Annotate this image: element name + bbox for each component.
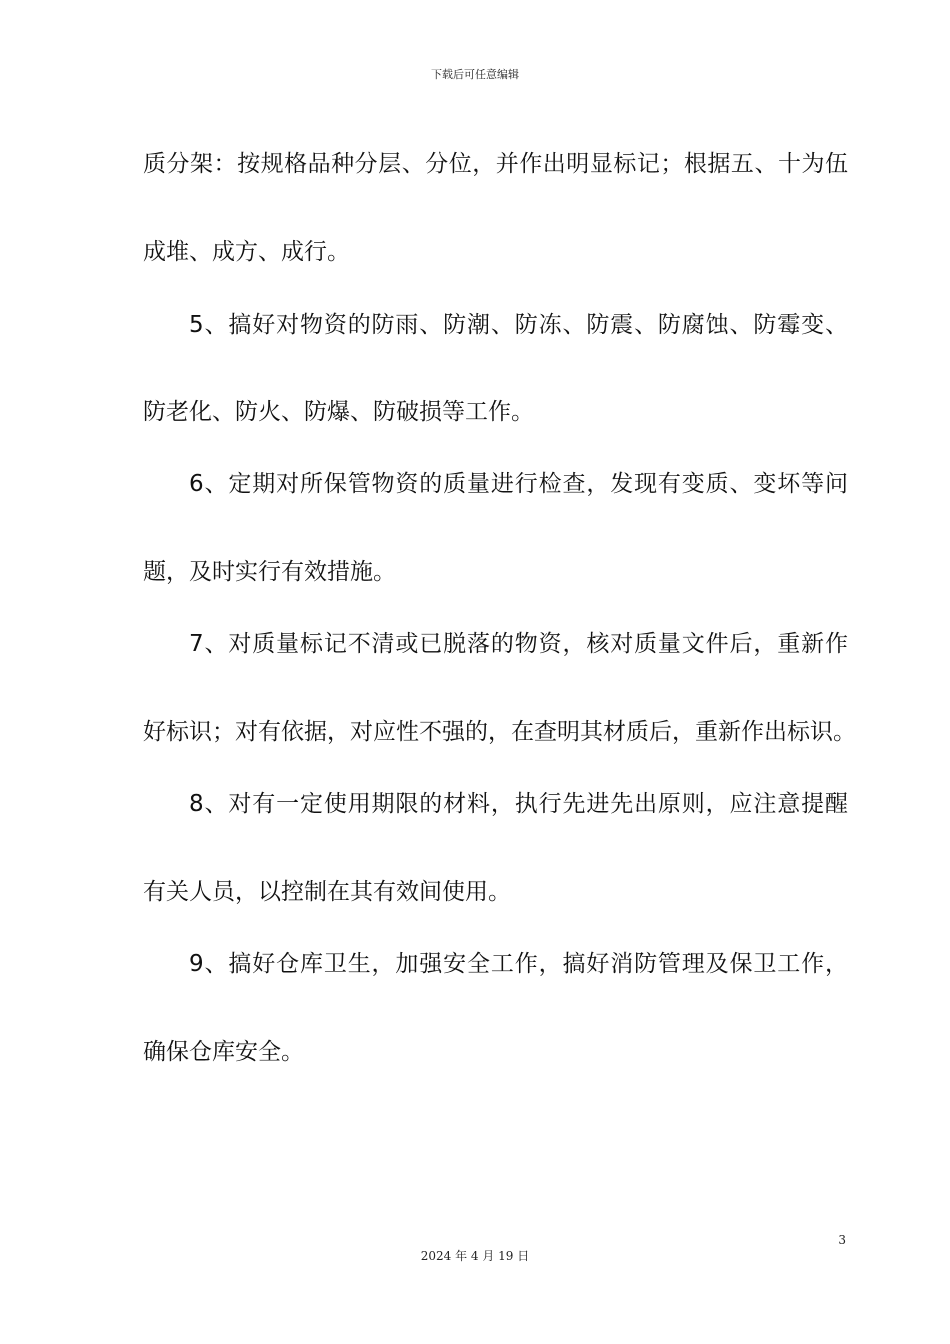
- page-number: 3: [838, 1233, 846, 1247]
- body-line: 质分架：按规格品种分层、分位，并作出明显标记；根据五、十为伍: [143, 151, 848, 177]
- footer-date: 2024 年 4 月 19 日: [420, 1249, 530, 1263]
- body-line: 9、搞好仓库卫生，加强安全工作，搞好消防管理及保卫工作，: [189, 951, 848, 977]
- body-line: 防老化、防火、防爆、防破损等工作。: [143, 399, 534, 425]
- body-line: 有关人员，以控制在其有效间使用。: [143, 879, 511, 905]
- body-line: 5、搞好对物资的防雨、防潮、防冻、防震、防腐蚀、防霉变、: [189, 312, 848, 338]
- body-line: 6、定期对所保管物资的质量进行检查，发现有变质、变坏等问: [189, 471, 848, 497]
- body-line: 7、对质量标记不清或已脱落的物资，核对质量文件后，重新作: [189, 631, 848, 657]
- body-line: 确保仓库安全。: [143, 1039, 304, 1065]
- page-header: 下载后可任意编辑: [431, 68, 519, 81]
- body-line: 成堆、成方、成行。: [143, 239, 350, 265]
- body-line: 8、对有一定使用期限的材料，执行先进先出原则，应注意提醒: [189, 791, 848, 817]
- body-line: 好标识；对有依据，对应性不强的，在查明其材质后，重新作出标识。: [143, 719, 856, 745]
- body-line: 题，及时实行有效措施。: [143, 559, 396, 585]
